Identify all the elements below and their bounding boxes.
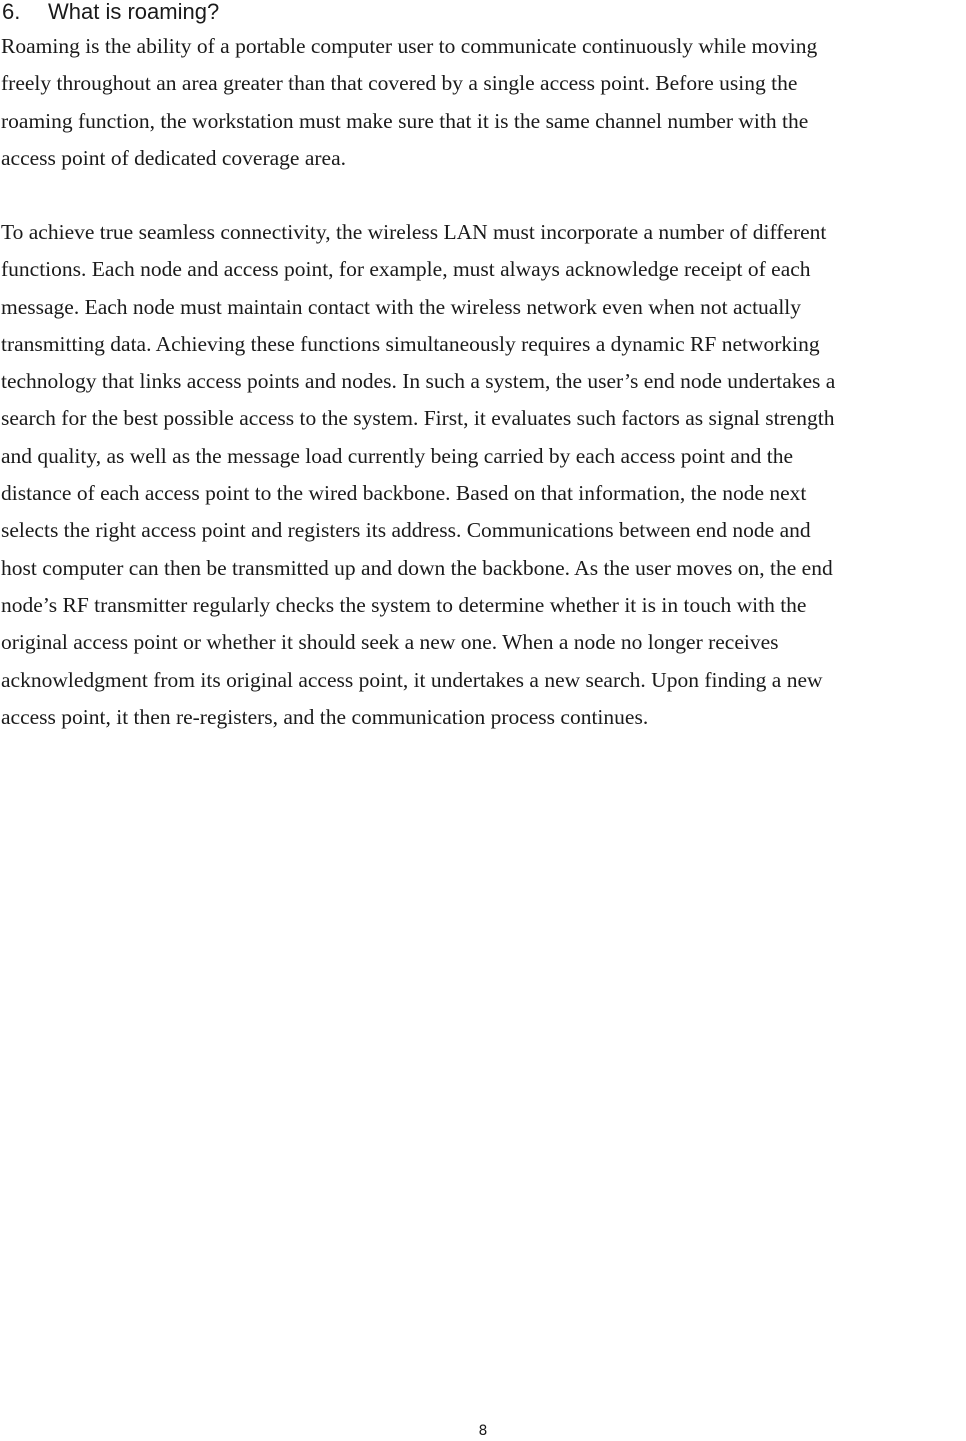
paragraph-line: Roaming is the ability of a portable computer user to communicate continuously while moving [1, 34, 818, 58]
section-number: 6. [2, 0, 21, 24]
paragraph-line: functions. Each node and access point, for example, must always acknowledge receipt of each [1, 257, 811, 282]
page-number: 8 [478, 1423, 488, 1439]
paragraph-line: node’s RF transmitter regularly checks the system to determine whether it is in touch with the [1, 592, 807, 617]
paragraph-line: original access point or whether it should seek a new one. When a node no longer receives [1, 630, 779, 655]
section-title: What is roaming? [48, 0, 220, 24]
paragraph-line: technology that links access points and nodes. In such a system, the user’s end node undertakes a [1, 369, 836, 394]
paragraph-roaming-definition [1, 28, 961, 177]
section-heading [2, 0, 219, 24]
paragraph-seamless-connectivity [1, 214, 961, 736]
paragraph-line: To achieve true seamless connectivity, the wireless LAN must incorporate a number of different [1, 220, 827, 244]
paragraph-line: transmitting data. Achieving these functions simultaneously requires a dynamic RF networking [1, 331, 820, 356]
paragraph-line: selects the right access point and registers its address. Communications between end node and [1, 518, 811, 543]
paragraph-line: access point of dedicated coverage area. [1, 145, 346, 170]
paragraph-line: search for the best possible access to the system. First, it evaluates such factors as signal strength [1, 406, 835, 431]
paragraph-line: acknowledgment from its original access point, it undertakes a new search. Upon finding a new [1, 667, 823, 692]
paragraph-line: message. Each node must maintain contact with the wireless network even when not actually [1, 294, 802, 319]
paragraph-line: and quality, as well as the message load currently being carried by each access point and the [1, 443, 794, 468]
paragraph-line: access point, it then re-registers, and the communication process continues. [1, 704, 649, 729]
paragraph-line: roaming function, the workstation must make sure that it is the same channel number with the [1, 108, 809, 133]
paragraph-line: freely throughout an area greater than that covered by a single access point. Before using the [1, 71, 798, 96]
paragraph-line: host computer can then be transmitted up and down the backbone. As the user moves on, the end [1, 555, 833, 580]
paragraph-line: distance of each access point to the wired backbone. Based on that information, the node next [1, 481, 807, 506]
